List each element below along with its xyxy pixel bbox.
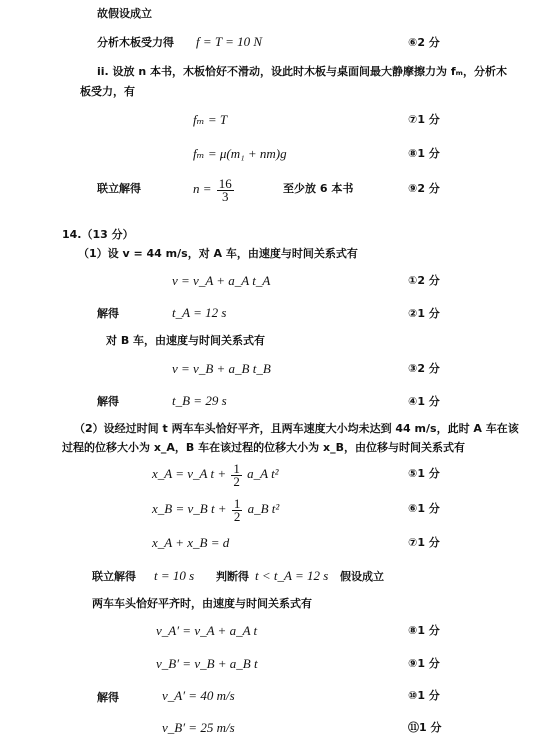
- equation: v_B′ = 25 m/s: [162, 720, 235, 735]
- text-line: 分析木板受力得: [97, 36, 174, 49]
- score-mark: ⑨2 分: [408, 182, 440, 195]
- score-mark: ⑤1 分: [408, 467, 440, 480]
- equation: fₘ = μ(m₁ + nm)g: [193, 146, 287, 161]
- score-mark: ⑥1 分: [408, 502, 440, 515]
- equation-text: x_A = v_A t +: [152, 466, 227, 481]
- score-mark: ⑧1 分: [408, 624, 440, 637]
- equation: v = v_B + a_B t_B: [172, 361, 271, 376]
- fraction-denominator: 2: [233, 508, 241, 524]
- fraction-denominator: 3: [222, 188, 229, 204]
- equation: f = T = 10 N: [196, 34, 263, 49]
- text-line: 至少放 6 本书: [283, 182, 354, 195]
- score-mark: ⑨1 分: [408, 657, 440, 670]
- text-line: 假设成立: [340, 570, 384, 583]
- fraction: [231, 460, 242, 489]
- score-mark: ⑩1 分: [408, 689, 440, 702]
- equation: [152, 492, 279, 526]
- text-line: 判断得: [216, 570, 249, 583]
- equation-text: n =: [193, 181, 212, 196]
- text-line: 解得: [97, 691, 119, 704]
- equation: t_B = 29 s: [172, 393, 227, 408]
- fraction-denominator: 2: [233, 473, 240, 489]
- question-number: 14.（13 分）: [62, 228, 134, 241]
- text-line: 过程的位移大小为 x_A，B 车在该过程的位移大小为 x_B，由位移与时间关系式有: [62, 441, 465, 454]
- fraction: [217, 175, 234, 204]
- score-mark: ⑧1 分: [408, 147, 440, 160]
- equation: v_A′ = v_A + a_A t: [156, 623, 258, 638]
- text-line: 解得: [97, 395, 119, 408]
- text-line: 联立解得: [97, 182, 141, 195]
- text-line: 故假设成立: [97, 7, 152, 20]
- score-mark: ⑥2 分: [408, 36, 440, 49]
- fraction-numerator: 1: [233, 495, 241, 511]
- text-line: 对 B 车，由速度与时间关系式有: [106, 334, 266, 347]
- equation: v_A′ = 40 m/s: [162, 688, 235, 703]
- equation: v = v_A + a_A t_A: [172, 273, 271, 288]
- text-line: （1）设 v = 44 m/s，对 A 车，由速度与时间关系式有: [78, 247, 358, 260]
- score-mark: ⑦1 分: [408, 113, 440, 126]
- equation: fₘ = T: [193, 112, 228, 127]
- fraction-numerator: 1: [233, 460, 240, 476]
- equation: [152, 457, 279, 491]
- equation: t = 10 s: [154, 568, 195, 583]
- score-mark: ④1 分: [408, 395, 440, 408]
- text-line: 板受力，有: [80, 85, 135, 98]
- score-mark: ⑪1 分: [408, 721, 442, 734]
- text-line: 联立解得: [92, 570, 136, 583]
- text-line: （2）设经过时间 t 两车车头恰好平齐，且两车速度大小均未达到 44 m/s，此时 A 车在该: [74, 422, 519, 435]
- equation: t_A = 12 s: [172, 305, 227, 320]
- text-line: ii. 设放 n 本书，木板恰好不滑动，设此时木板与桌面间最大静摩擦力为 fₘ，分析木: [97, 65, 507, 78]
- score-mark: ⑦1 分: [408, 536, 440, 549]
- score-mark: ①2 分: [408, 274, 440, 287]
- text-line: 两车车头恰好平齐时，由速度与时间关系式有: [92, 597, 312, 610]
- fraction-numerator: 16: [218, 175, 232, 191]
- equation-text: a_A t²: [247, 466, 279, 481]
- equation-text: a_B t²: [247, 501, 280, 516]
- equation: v_B′ = v_B + a_B t: [156, 656, 258, 671]
- equation: [193, 172, 236, 206]
- score-mark: ②1 分: [408, 307, 440, 320]
- fraction: [232, 495, 243, 524]
- equation-text: x_B = v_B t +: [152, 501, 227, 516]
- text-line: 解得: [97, 307, 119, 320]
- equation: x_A + x_B = d: [152, 535, 230, 550]
- equation: t < t_A = 12 s: [255, 568, 329, 583]
- score-mark: ③2 分: [408, 362, 440, 375]
